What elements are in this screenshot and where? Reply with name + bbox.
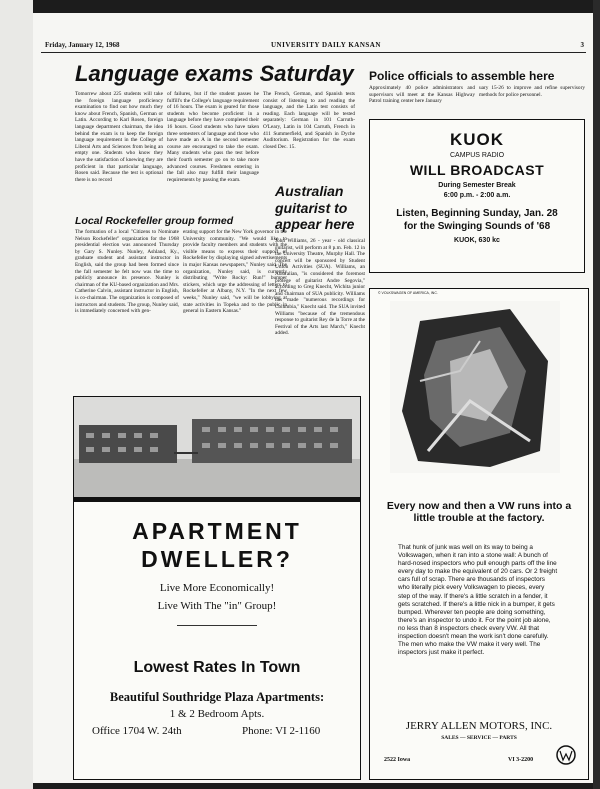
crushed-car-photo (390, 301, 560, 473)
police-headline: Police officials to assemble here (369, 69, 555, 83)
rockefeller-col-2: erating support for the New York governor in the University community. "We would like to provide faculty members and students with the visible means to express their support of Rockefeller by displaying signed advertisements in major Kansas newspapers," Nunley said. The organization, Nunley said, is currently distributing "Write Rocky: Run!" bumper stickers, which urge the addressing of letters to Rockefeller at Albany, N.Y. "In the next few weeks," Nunley said, "we will be lobbying at state activities in Topeka and to the public in general in Eastern Kansas." (183, 229, 287, 315)
apartment-ad (73, 396, 361, 780)
kuok-listen: Listen, Beginning Sunday, Jan. 28 (396, 208, 558, 219)
masthead-date: Friday, January 12, 1968 (45, 41, 120, 49)
page-number: 3 (580, 41, 584, 49)
language-col-1: Tomorrew about 225 students will take the foreign language proficiency examination to find out how much they know about French, Spanish, German or Latin. According to Karl Rosen, foreign language department chairman, the idea behind the exam is to keep the foreign language requirement in the College of Liberal Arts and Sciences from being an empty one. Students who know they have the satisfaction of knewing they are proficient in that particular language, Rosen said. Because the test is optional there is no record (75, 91, 163, 183)
apartment-phone: Phone: VI 2-1160 (242, 725, 321, 737)
vw-copyright: © VOLKSWAGEN OF AMERICA, INC. (378, 291, 438, 295)
vw-headline: Every now and then a VW runs into a little trouble at the factory. (386, 500, 572, 524)
apartment-divider (177, 625, 257, 626)
vw-dealer: JERRY ALLEN MOTORS, INC. (405, 720, 553, 732)
guitarist-body: John Williams, 26 - year - old classical guitarist, will perform at 8 p.m. Feb. 12 in the University Theatre, Murphy Hall. The concert will be sponsored by Student Union Activities (SUA). Williams, an Australian, "is considered the foremost protege of guitarist Andre Segovia," according to Greg Knecht, Wichita junior and chairman of SUA publicity. Williams has made "numerous recordings for Columbia," Knecht said. The SUA invited Williams "because of the tremendous response to guitarist Rey de la Torre at the Festival of the Arts last March," Knecht added. (275, 238, 365, 337)
apartment-line-1: Live More Economically! (159, 582, 275, 594)
apartment-bedrooms: 1 & 2 Bedroom Apts. (169, 708, 265, 720)
apartment-rates: Lowest Rates In Town (133, 659, 301, 676)
kuok-broadcast: WILL BROADCAST (409, 162, 545, 178)
guitarist-headline: Australian guitarist to appear here (275, 183, 355, 232)
masthead (41, 39, 586, 53)
kuok-semester-break: During Semester Break (438, 182, 516, 189)
police-col-2: uary 15-26 to improve and refine supervisory methods for police personnel. (479, 85, 585, 98)
language-col-3: The French, German, and Spanish tests consist of listening to and reading the language, and the Latin test consists of reading. Each language will be tested separately: German in 101 Carruth-O'Leary, Latin in 104 Carruth, French in 411 Summerfield, and Spanish in Dyche Auditorium. Registration for the exam closed Dec. 15. (263, 91, 355, 150)
right-border (593, 0, 600, 789)
kuok-ad (369, 119, 585, 273)
rockefeller-col-1: The formation of a local "Citizens to Nominate Nelson Rockefeller" organization for the 1968 presidential election was announced Thursday by Gary S. Nunley. Nunley, Ashland, Ky., graduate student and assistant instructor in English, said the group had been formed since the fall semester he felt now was the time to publicly announce its presence. Nunley is chairman of the KU-based organization and Mrs. Catherine Calvin, assistant instructor in English, is co-chairman. The organization is composed of instructors and students. The group, Nunley said, is immediately concerned with gen- (75, 229, 179, 315)
vw-address: 2522 Iowa (384, 757, 411, 763)
masthead-paper-name: UNIVERSITY DAILY KANSAN (271, 41, 381, 49)
kuok-hours: 6:00 p.m. - 2:00 a.m. (443, 192, 511, 199)
apartment-line-2: Live With The "in" Group! (157, 600, 277, 612)
police-col-1: Approximately 40 police administrators and supervisors will meet at the Kansas Highway Patrol training center here January (369, 85, 475, 105)
kuok-swinging: for the Swinging Sounds of '68 (403, 221, 551, 232)
apartment-place: Beautiful Southridge Plaza Apartments: (109, 690, 325, 704)
kuok-campus-radio: CAMPUS RADIO (449, 152, 505, 159)
apartment-office: Office 1704 W. 24th (92, 725, 182, 737)
language-headline: Language exams Saturday (75, 61, 354, 86)
vw-ad (369, 288, 589, 780)
newspaper-page (33, 13, 593, 783)
vw-logo-icon (556, 745, 576, 765)
kuok-frequency: KUOK, 630 kc (454, 237, 500, 244)
adjacent-page-edge (0, 0, 33, 789)
apartment-building-photo (74, 397, 360, 502)
vw-services: SALES — SERVICE — PARTS (441, 735, 517, 741)
apartment-headline: APARTMENT DWELLER? (132, 518, 302, 572)
kuok-name: KUOK (449, 130, 505, 149)
vw-body: That hunk of junk was well on its way to being a Volkswagen, when it ran into a stone wall: A bunch of hard-nosed inspectors who pull enough parts off the line every day to make the equivalent of 20 cars. Or 2 freight cars full of scrap. There are thousands of inspectors who literally pick every Volkswagen to pieces, every step of the way. If there's a little scratch in a fender, it gets scratched. If there's a little nick in a bumper, it gets bumped. Wherever ten people are doing something, there's an inspector to undo it. For the point job alone, no less than 8 inspectors check every VW. All that inspection doesn't mean the work isn't done carefully. The men who make the VW make it very well. The inspectors just make it perfect. (398, 544, 558, 657)
vw-phone: VI 3-2200 (508, 757, 534, 763)
masthead-rule (41, 52, 586, 53)
rockefeller-headline: Local Rockefeller group formed (75, 215, 234, 227)
language-col-2: of failures, but if the student passes he fulfill's the College's language requirement of 16 hours. The exam is geared for those students who become proficient in a language before they have completed their 16 hours. Good students who have taken three semesters of language and those who have made an A in the second semester course are encouraged to take the exam. Many students who pass the test before their fourth semester go on to take more advanced courses. Freshmen entering in the fall also may fulfill their language requirements by passing the exam. (167, 91, 259, 183)
